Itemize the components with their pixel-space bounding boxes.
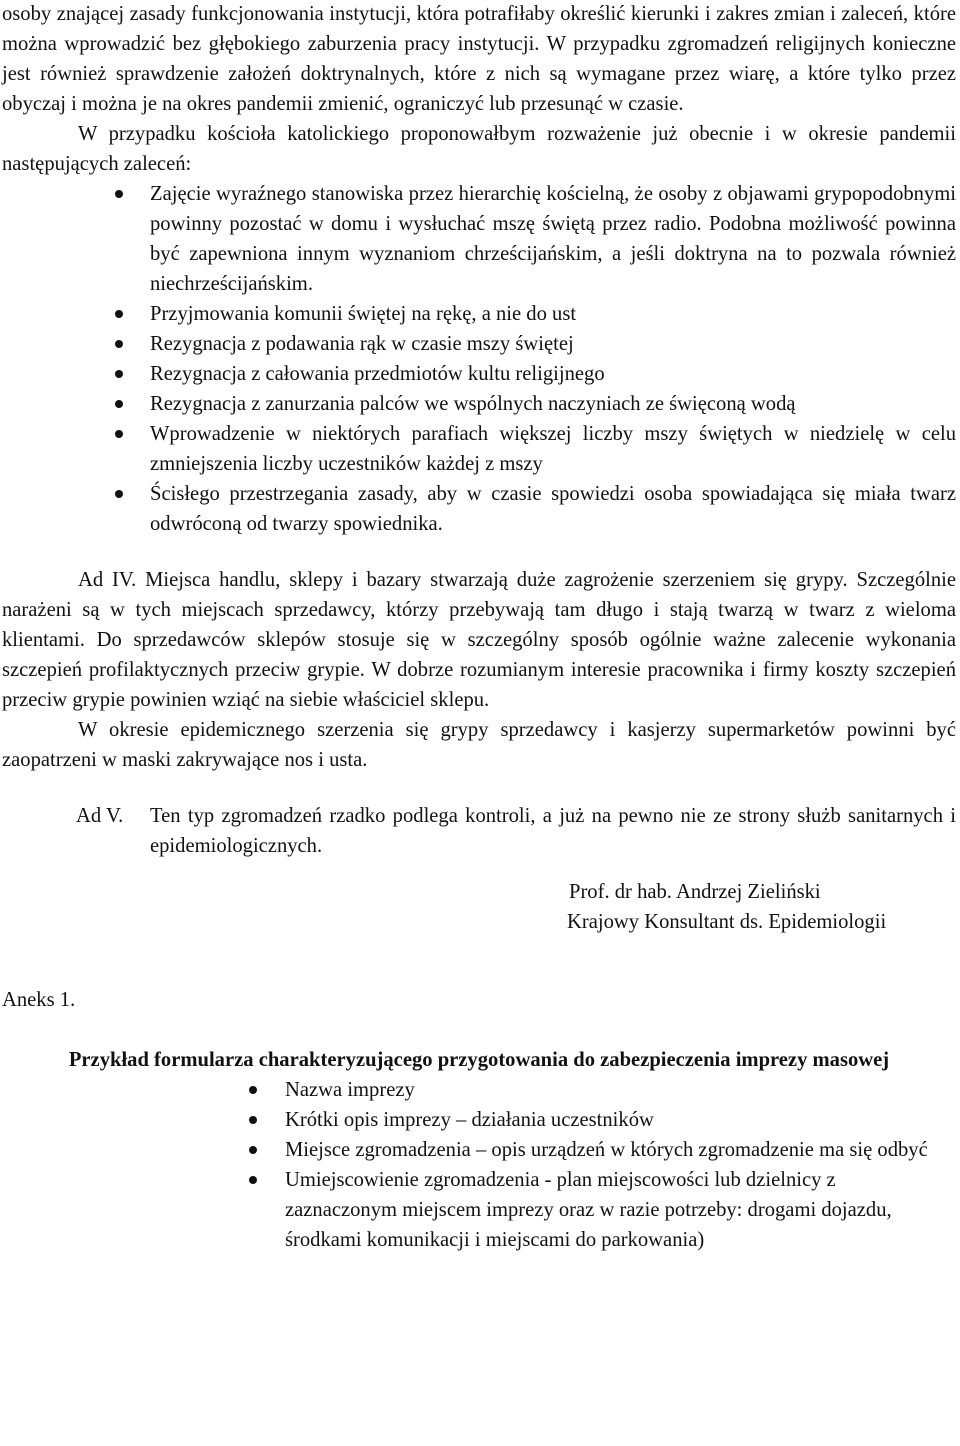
signature-name: Prof. dr hab. Andrzej Zieliński bbox=[569, 881, 821, 903]
ad-v-label: Ad V. bbox=[76, 805, 124, 827]
form-title: Przykład formularza charakteryzującego przygotowania do zabezpieczenia imprezy masowej bbox=[68, 1049, 890, 1071]
list-item: Przyjmowania komunii świętej na rękę, a nie do ust bbox=[150, 299, 956, 329]
list-item: Nazwa imprezy bbox=[285, 1075, 936, 1105]
list-item: Miejsce zgromadzenia – opis urządzeń w których zgromadzenie ma się odbyć bbox=[285, 1135, 936, 1165]
paragraph-ad-iv-masks: W okresie epidemicznego szerzenia się grypy sprzedawcy i kasjerzy supermarketów powinni być zaopatrzeni w maski zakrywające nos i usta. bbox=[2, 719, 956, 771]
list-item: Wprowadzenie w niektórych parafiach większej liczby mszy świętych w niedzielę w celu zmniejszenia liczby uczestników każdej z mszy bbox=[150, 419, 956, 479]
list-item: Zajęcie wyraźnego stanowiska przez hierarchię kościelną, że osoby z objawami grypopodobnymi powinny pozostać w domu i wysłuchać mszę świętą przez radio. Podobna możliwość powinna być zapewniona innym wyznaniom chrześcijańskim, a jeśli doktryna na to pozwala również niechrześcijańskim. bbox=[150, 179, 956, 299]
paragraph-institution-consultation: osoby znającej zasady funkcjonowania instytucji, która potrafiłaby określić kierunki i zakres zmian i zaleceń, które można wprowadzić bez głębokiego zaburzenia pracy instytucji. W przypadku zgromadzeń religijnych konieczne jest również sprawdzenie założeń doktrynalnych, które z nich są wymagane przez wiarę, a które tylko przez obyczaj i można je na okres pandemii zmienić, ograniczyć lub przesunąć w czasie. bbox=[2, 3, 956, 115]
spacer bbox=[2, 775, 956, 801]
list-item: Krótki opis imprezy – działania uczestników bbox=[285, 1105, 936, 1135]
list-item: Rezygnacja z podawania rąk w czasie mszy świętej bbox=[150, 329, 956, 359]
list-item: Ścisłego przestrzegania zasady, aby w czasie spowiedzi osoba spowiadająca się miała twarz odwróconą od twarzy spowiednika. bbox=[150, 479, 956, 539]
ad-v-section bbox=[2, 801, 956, 861]
signature-title: Krajowy Konsultant ds. Epidemiologii bbox=[567, 911, 887, 933]
spacer bbox=[2, 539, 956, 565]
paragraph-ad-iv: Ad IV. Miejsca handlu, sklepy i bazary stwarzają duże zagrożenie szerzeniem się grypy. Szczególnie narażeni są w tych miejscach sprzedawcy, którzy przebywają tam długo i stają twarzą w twarz z wieloma klientami. Do sprzedawców sklepów stosuje się w szczególny sposób ogólnie ważne zalecenie wykonania szczepień profilaktycznych przeciw grypie. W dobrze rozumianym interesie pracownika i firmy koszty szczepień przeciw grypie powinien wziąć na siebie właściciel sklepu. bbox=[2, 569, 956, 711]
list-item: Umiejscowienie zgromadzenia - plan miejscowości lub dzielnicy z zaznaczonym miejscem imprezy oraz w razie potrzeby: drogami dojazdu, środkami komunikacji i miejscami do parkowania) bbox=[285, 1165, 936, 1255]
list-item: Rezygnacja z zanurzania palców we wspólnych naczyniach ze święconą wodą bbox=[150, 389, 956, 419]
ad-v-text: Ten typ zgromadzeń rzadko podlega kontroli, a już na pewno nie ze strony służb sanitarnych i epidemiologicznych. bbox=[150, 805, 956, 857]
church-recommendations-list bbox=[2, 179, 956, 539]
list-item: Rezygnacja z całowania przedmiotów kultu religijnego bbox=[150, 359, 956, 389]
signature-block bbox=[2, 877, 956, 937]
annex-label: Aneks 1. bbox=[2, 989, 76, 1011]
paragraph-church-intro: W przypadku kościoła katolickiego proponowałbym rozważenie już obecnie i w okresie pandemii następujących zaleceń: bbox=[2, 123, 956, 175]
form-items-list bbox=[2, 1075, 956, 1255]
